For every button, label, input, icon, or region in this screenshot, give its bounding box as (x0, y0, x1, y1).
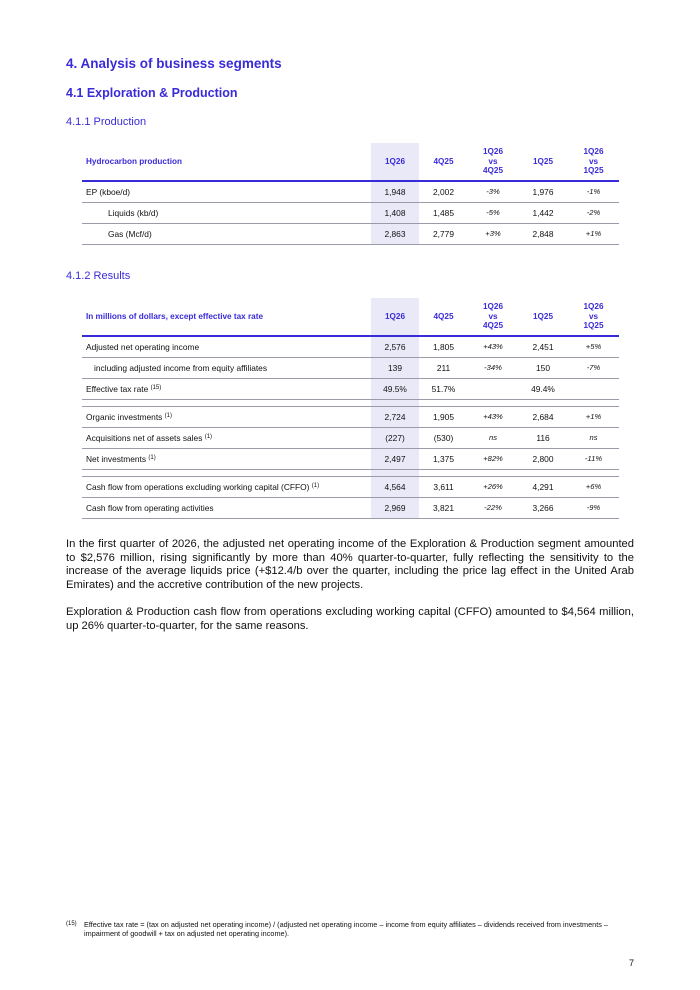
results-header-1q25: 1Q25 (532, 311, 554, 321)
table-row: Net investments $^{(1)}$ 2,497 1,375 +82% 2,800 -11% (82, 448, 619, 469)
body-paragraph: In the first quarter of 2026, the adjusted net operating income of the Exploration & Production segment amounted to $2,576 million, rising significantly by more than 40% quarter-to-quarter, fully reflecting the sensitivity to the increase of the average liquids price (+$12.4/b over the quarter, including the price lag effect in the United Arab Emirates) and the accretive contribution of the new projects. (66, 538, 634, 591)
footnote (66, 920, 634, 938)
production-header-1q26: 1Q26 (371, 143, 419, 181)
production-table (82, 143, 619, 245)
results-table (82, 298, 619, 519)
production-header-1q25: 1Q25 (532, 156, 554, 166)
results-header-vs-1q25: 1Q26 vs 1Q25 (583, 302, 604, 331)
section-heading: 4. Analysis of business segments (66, 56, 282, 71)
table-row: Liquids (kb/d) 1,408 1,485 -5% 1,442 -2% (82, 202, 619, 223)
results-header-1q26: 1Q26 (371, 298, 419, 336)
table-row: Effective tax rate $^{(15)}$ 49.5% 51.7% 49.4% (82, 378, 619, 399)
production-header-vs-4q25: 1Q26 vs 4Q25 (482, 147, 504, 176)
footnote-text: Effective tax rate = (tax on adjusted net operating income) / (adjusted net operating income – income from equity affiliates – dividends received from investments – impairment of goodwill + tax on adjusted net operating income). (84, 920, 608, 938)
footnote-mark: (15) (66, 921, 77, 927)
table-row: Cash flow from operating activities 2,969 3,821 -22% 3,266 -9% (82, 497, 619, 518)
results-header-label: In millions of dollars, except effective tax rate (86, 311, 263, 321)
production-header-label: Hydrocarbon production (86, 156, 182, 166)
table-row: Adjusted net operating income 2,576 1,805 +43% 2,451 +5% (82, 336, 619, 357)
table-row: including adjusted income from equity affiliates 139 211 -34% 150 -7% (82, 357, 619, 378)
table-row: Cash flow from operations excluding working capital (CFFO) $^{(1)}$ 4,564 3,611 +26% 4,291 +6% (82, 476, 619, 497)
table-row: Acquisitions net of assets sales $^{(1)}$ (227) (530) ns 116 ns (82, 427, 619, 448)
table-row: Organic investments $^{(1)}$ 2,724 1,905 +43% 2,684 +1% (82, 406, 619, 427)
page-number: 7 (628, 958, 634, 968)
results-heading: 4.1.2 Results (66, 270, 131, 282)
subsection-heading: 4.1 Exploration & Production (66, 86, 238, 100)
results-header-4q25: 4Q25 (433, 311, 454, 321)
body-paragraph: Exploration & Production cash flow from operations excluding working capital (CFFO) amounted to $4,564 million, up 26% quarter-to-quarter, for the same reasons. (66, 606, 634, 632)
table-row: Gas (Mcf/d) 2,863 2,779 +3% 2,848 +1% (82, 223, 619, 244)
results-header-vs-4q25: 1Q26 vs 4Q25 (482, 302, 504, 331)
production-header-vs-1q25: 1Q26 vs 1Q25 (583, 147, 604, 176)
production-heading: 4.1.1 Production (66, 116, 147, 128)
production-header-4q25: 4Q25 (433, 156, 454, 166)
table-row: EP (kboe/d) 1,948 2,002 -3% 1,976 -1% (82, 181, 619, 202)
